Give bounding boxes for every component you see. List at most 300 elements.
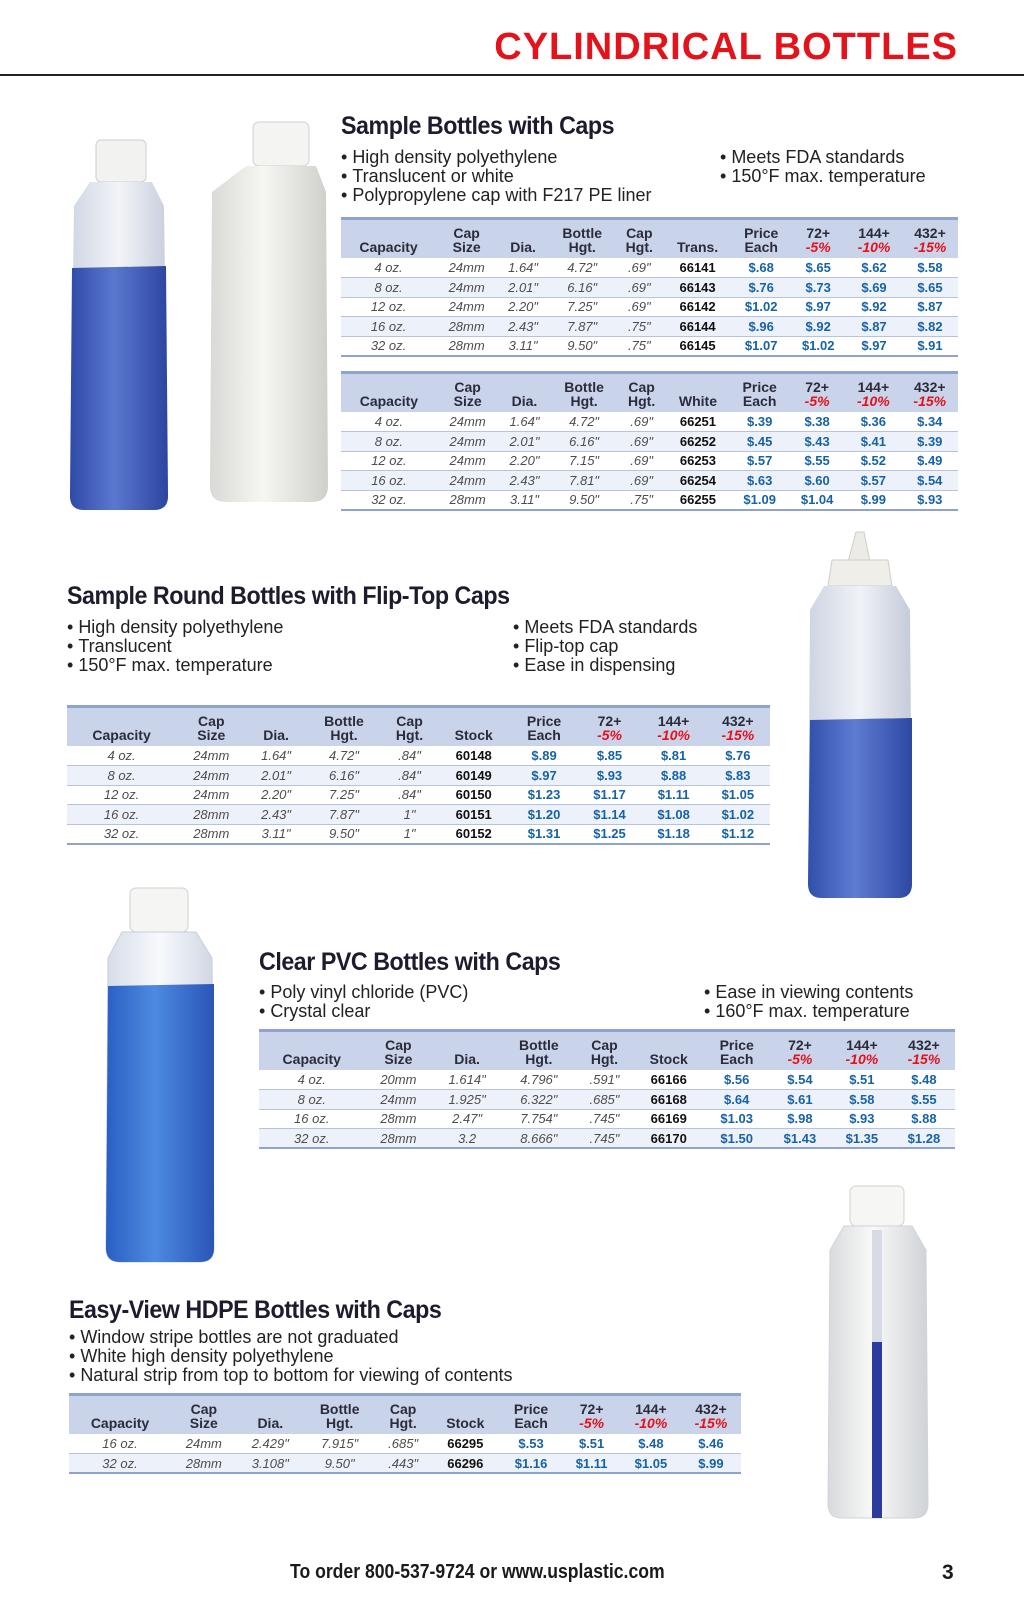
discount-label: -5% <box>787 1051 813 1067</box>
diameter-cell: 2.20" <box>246 785 305 805</box>
column-header-diameter <box>237 1395 304 1435</box>
easy-view-stripe-bottle-photo <box>816 1182 940 1522</box>
column-header-price-72 <box>578 707 642 747</box>
header-line-1: Cap <box>453 225 480 241</box>
header-line-2: Capacity <box>90 1415 150 1431</box>
header-line-1: Cap <box>626 225 653 241</box>
price-432-cell: $.54 <box>902 471 958 491</box>
cap-height-cell: .69" <box>616 297 664 317</box>
header-line-2: Each <box>527 727 561 743</box>
section-title-easy-view: Easy-View HDPE Bottles with Caps <box>69 1296 442 1324</box>
price-432-cell: $1.12 <box>706 824 770 844</box>
cap-size-cell: 28mm <box>171 1454 237 1474</box>
capacity-cell: 8 oz. <box>259 1090 364 1110</box>
price-72-cell: $.85 <box>578 746 642 766</box>
header-line-2: Size <box>453 393 482 409</box>
cap-size-cell: 28mm <box>436 336 497 356</box>
discount-label: -10% <box>857 239 891 255</box>
price-144-cell: $.87 <box>846 317 902 337</box>
column-header-cap-height <box>576 1031 633 1071</box>
header-line-2: Dia. <box>510 239 536 255</box>
price-72-cell: $.65 <box>790 258 846 278</box>
header-line-2: Dia. <box>257 1415 284 1431</box>
header-line-1: Bottle <box>519 1037 559 1053</box>
cap-height-cell: .84" <box>382 746 437 766</box>
price-72-cell: $.60 <box>789 471 845 491</box>
price-each-cell: $1.07 <box>732 336 790 356</box>
features-list-left <box>341 148 651 205</box>
diameter-cell: 1.614" <box>432 1070 502 1090</box>
footer-order-info: To order 800-537-9724 or www.usplastic.com <box>290 1561 665 1583</box>
header-line-2: Dia. <box>263 727 289 743</box>
stock-cell: 66170 <box>633 1129 704 1149</box>
price-144-cell: $.41 <box>845 432 901 452</box>
bottle-height-cell: 7.754" <box>502 1109 576 1129</box>
feature-item: • 150°F max. temperature <box>720 167 926 186</box>
header-line-2: Hgt. <box>525 1051 553 1067</box>
column-header-price-432 <box>902 219 958 259</box>
table-row <box>69 1434 741 1454</box>
price-144-cell: $.92 <box>846 297 902 317</box>
header-line-1: Cap <box>628 379 655 395</box>
header-line-1: Cap <box>389 1401 417 1417</box>
capacity-cell: 4 oz. <box>341 412 437 432</box>
cap-height-cell: .69" <box>616 278 664 298</box>
column-header-cap-height <box>618 373 666 413</box>
column-header-stock <box>663 219 732 259</box>
header-line-1: Cap <box>396 713 423 729</box>
column-header-cap-size <box>364 1031 432 1071</box>
bottle-height-cell: 7.25" <box>549 297 616 317</box>
price-each-cell: $1.09 <box>730 490 789 510</box>
column-header-price-72 <box>562 1395 621 1435</box>
price-144-cell: $.52 <box>845 451 901 471</box>
discount-label: -15% <box>721 727 755 743</box>
header-line-1: Price <box>526 713 562 729</box>
price-432-cell: $.55 <box>893 1090 955 1110</box>
feature-item: • Translucent <box>67 637 283 656</box>
column-header-bottle-height <box>549 219 616 259</box>
table-row <box>341 258 958 278</box>
column-header-price-72 <box>790 219 846 259</box>
price-72-cell: $1.11 <box>562 1454 621 1474</box>
spec-table-flip-top <box>67 705 770 845</box>
price-432-cell: $1.02 <box>706 805 770 825</box>
stock-cell: 60151 <box>437 805 511 825</box>
column-header-cap-height <box>375 1395 430 1435</box>
price-144-cell: $.58 <box>831 1090 893 1110</box>
price-432-cell: $.88 <box>893 1109 955 1129</box>
price-72-cell: $1.17 <box>578 785 642 805</box>
header-line-1: Cap <box>591 1037 618 1053</box>
translucent-and-white-bottles-photo <box>60 118 330 513</box>
header-line-2: Hgt. <box>625 239 653 255</box>
capacity-cell: 32 oz. <box>67 824 176 844</box>
capacity-cell: 16 oz. <box>259 1109 364 1129</box>
table-row <box>341 412 958 432</box>
diameter-cell: 2.01" <box>497 278 549 298</box>
header-line-2: Size <box>384 1051 413 1067</box>
price-432-cell: $.34 <box>902 412 958 432</box>
price-432-cell: $.76 <box>706 746 770 766</box>
price-72-cell: $.54 <box>769 1070 831 1090</box>
price-each-cell: $1.03 <box>704 1109 769 1129</box>
header-line-2: Capacity <box>92 727 151 743</box>
table-row <box>67 746 770 766</box>
price-432-cell: $.48 <box>893 1070 955 1090</box>
header-line-2: Dia. <box>511 393 538 409</box>
price-72-cell: $.61 <box>769 1090 831 1110</box>
stock-cell: 66169 <box>633 1109 704 1129</box>
price-each-cell: $.63 <box>730 471 789 491</box>
stock-cell: 66145 <box>663 336 732 356</box>
price-each-cell: $1.50 <box>704 1129 769 1149</box>
column-header-stock <box>666 373 731 413</box>
discount-label: -5% <box>805 239 831 255</box>
table-header-row <box>259 1031 955 1071</box>
header-line-1: Cap <box>385 1037 412 1053</box>
column-header-bottle-height <box>306 707 382 747</box>
header-line-2: Stock <box>649 1051 688 1067</box>
price-432-cell: $.65 <box>902 278 958 298</box>
bottle-height-cell: 7.15" <box>551 451 618 471</box>
price-432-cell: $.93 <box>902 490 958 510</box>
bottle-height-cell: 7.915" <box>304 1434 375 1454</box>
column-header-price-432 <box>902 373 958 413</box>
price-72-cell: $.43 <box>789 432 845 452</box>
table-row <box>341 451 958 471</box>
spec-table-clear-pvc <box>259 1029 955 1149</box>
header-line-1: Cap <box>190 1401 218 1417</box>
cap-size-cell: 24mm <box>176 766 246 786</box>
price-144-cell: $.69 <box>846 278 902 298</box>
table-row <box>259 1090 955 1110</box>
feature-item: • Natural strip from top to bottom for viewing of contents <box>69 1366 513 1385</box>
discount-label: -15% <box>913 393 947 409</box>
column-header-price-72 <box>769 1031 831 1071</box>
header-line-2: Hgt. <box>389 1415 417 1431</box>
table-row <box>259 1109 955 1129</box>
price-144-cell: $.93 <box>831 1109 893 1129</box>
price-72-cell: $.73 <box>790 278 846 298</box>
header-line-1: Bottle <box>564 379 604 395</box>
price-144-cell: $.57 <box>845 471 901 491</box>
price-144-cell: $.36 <box>845 412 901 432</box>
column-header-price-72 <box>789 373 845 413</box>
table-row <box>67 805 770 825</box>
column-header-stock <box>431 1395 500 1435</box>
bottle-height-cell: 6.16" <box>549 278 616 298</box>
cap-size-cell: 24mm <box>364 1090 432 1110</box>
cap-size-cell: 24mm <box>437 432 499 452</box>
price-432-cell: $.58 <box>902 258 958 278</box>
header-line-2: Capacity <box>359 393 419 409</box>
table-row <box>67 785 770 805</box>
capacity-cell: 8 oz. <box>67 766 176 786</box>
column-header-bottle-height <box>551 373 618 413</box>
header-line-1: Cap <box>198 713 225 729</box>
diameter-cell: 3.108" <box>237 1454 304 1474</box>
stock-cell: 66143 <box>663 278 732 298</box>
discount-label: -10% <box>657 727 690 743</box>
header-line-2: Hgt. <box>395 727 424 743</box>
stock-cell: 66253 <box>666 451 731 471</box>
cap-size-cell: 24mm <box>436 278 497 298</box>
spec-table-white <box>341 371 958 511</box>
table-row <box>341 317 958 337</box>
cap-size-cell: 24mm <box>176 785 246 805</box>
price-144-cell: $1.08 <box>642 805 706 825</box>
column-header-price-432 <box>893 1031 955 1071</box>
header-line-2: Each <box>719 1051 754 1067</box>
capacity-cell: 32 oz. <box>259 1129 364 1149</box>
spec-table-easy-view <box>69 1393 741 1474</box>
price-72-cell: $1.02 <box>790 336 846 356</box>
capacity-cell: 8 oz. <box>341 278 436 298</box>
discount-label: -15% <box>694 1415 728 1431</box>
column-header-price-144 <box>846 219 902 259</box>
cap-height-cell: .69" <box>618 451 666 471</box>
header-line-2: Hgt. <box>330 727 358 743</box>
diameter-cell: 2.01" <box>498 432 550 452</box>
page-number: 3 <box>942 1561 954 1584</box>
stock-cell: 66252 <box>666 432 731 452</box>
stock-cell: 66141 <box>663 258 732 278</box>
capacity-cell: 32 oz. <box>341 490 437 510</box>
table-row <box>341 490 958 510</box>
column-header-capacity <box>341 373 437 413</box>
table-header-row <box>67 707 770 747</box>
price-432-cell: $.83 <box>706 766 770 786</box>
table-header-row <box>341 219 958 259</box>
diameter-cell: 3.11" <box>497 336 549 356</box>
price-432-cell: $.39 <box>902 432 958 452</box>
price-144-cell: $.62 <box>846 258 902 278</box>
header-line-2: Each <box>742 393 777 409</box>
capacity-cell: 8 oz. <box>341 432 437 452</box>
price-72-cell: $1.25 <box>578 824 642 844</box>
price-each-cell: $.56 <box>704 1070 769 1090</box>
cap-height-cell: .69" <box>618 432 666 452</box>
header-line-2: White <box>678 393 717 409</box>
feature-item: • Polypropylene cap with F217 PE liner <box>341 186 651 205</box>
header-line-1: 144+ <box>657 713 690 729</box>
diameter-cell: 1.925" <box>432 1090 502 1110</box>
header-line-2: Each <box>514 1415 548 1431</box>
price-432-cell: $.49 <box>902 451 958 471</box>
features-list-right <box>720 148 926 186</box>
price-72-cell: $.38 <box>789 412 845 432</box>
price-432-cell: $1.28 <box>893 1129 955 1149</box>
table-row <box>67 824 770 844</box>
capacity-cell: 12 oz. <box>341 451 437 471</box>
header-line-1: 72+ <box>788 1037 812 1053</box>
header-line-2: Hgt. <box>326 1415 354 1431</box>
cap-height-cell: .69" <box>618 412 666 432</box>
header-line-2: Hgt. <box>628 393 656 409</box>
header-line-2: Hgt. <box>568 239 596 255</box>
diameter-cell: 1.64" <box>246 746 305 766</box>
column-header-price-144 <box>831 1031 893 1071</box>
price-each-cell: $1.16 <box>500 1454 563 1474</box>
diameter-cell: 2.01" <box>246 766 305 786</box>
features-list-left <box>259 983 468 1021</box>
capacity-cell: 4 oz. <box>341 258 436 278</box>
header-line-1: 144+ <box>857 379 890 395</box>
cap-size-cell: 28mm <box>364 1109 432 1129</box>
column-header-cap-size <box>437 373 499 413</box>
cap-height-cell: .443" <box>375 1454 430 1474</box>
header-line-1: Price <box>513 1401 549 1417</box>
header-line-1: 144+ <box>635 1401 667 1417</box>
diameter-cell: 2.20" <box>498 451 550 471</box>
table-row <box>341 432 958 452</box>
price-each-cell: $.53 <box>500 1434 563 1454</box>
column-header-price-144 <box>621 1395 681 1435</box>
stock-cell: 66166 <box>633 1070 704 1090</box>
price-144-cell: $.81 <box>642 746 706 766</box>
page-title: CYLINDRICAL BOTTLES <box>494 26 958 68</box>
feature-item: • Poly vinyl chloride (PVC) <box>259 983 468 1002</box>
cap-size-cell: 28mm <box>437 490 499 510</box>
feature-item: • Ease in dispensing <box>513 656 697 675</box>
capacity-cell: 16 oz. <box>341 317 436 337</box>
discount-label: -10% <box>634 1415 668 1431</box>
diameter-cell: 2.43" <box>497 317 549 337</box>
discount-label: -5% <box>597 727 622 743</box>
column-header-bottle-height <box>502 1031 576 1071</box>
cap-size-cell: 24mm <box>176 746 246 766</box>
bottle-height-cell: 7.87" <box>549 317 616 337</box>
cap-height-cell: .69" <box>616 258 664 278</box>
feature-item: • High density polyethylene <box>341 148 651 167</box>
header-line-2: Stock <box>446 1415 485 1431</box>
price-72-cell: $.55 <box>789 451 845 471</box>
header-line-1: Cap <box>454 379 481 395</box>
price-432-cell: $.99 <box>681 1454 741 1474</box>
header-line-2: Stock <box>454 727 493 743</box>
cap-height-cell: .745" <box>576 1109 633 1129</box>
bottle-height-cell: 4.796" <box>502 1070 576 1090</box>
price-144-cell: $.88 <box>642 766 706 786</box>
cap-height-cell: .685" <box>576 1090 633 1110</box>
clear-pvc-bottle-photo <box>92 886 228 1266</box>
discount-label: -10% <box>857 393 890 409</box>
header-line-1: 72+ <box>579 1401 604 1417</box>
price-432-cell: $.87 <box>902 297 958 317</box>
column-header-cap-size <box>176 707 246 747</box>
capacity-cell: 12 oz. <box>67 785 176 805</box>
header-line-1: 432+ <box>914 225 946 241</box>
column-header-capacity <box>69 1395 171 1435</box>
stock-cell: 66295 <box>431 1434 500 1454</box>
price-72-cell: $1.43 <box>769 1129 831 1149</box>
diameter-cell: 3.11" <box>498 490 550 510</box>
capacity-cell: 32 oz. <box>69 1454 171 1474</box>
price-144-cell: $1.35 <box>831 1129 893 1149</box>
price-72-cell: $.97 <box>790 297 846 317</box>
column-header-price-each <box>730 373 789 413</box>
cap-height-cell: .75" <box>618 490 666 510</box>
header-line-1: Price <box>742 379 777 395</box>
stock-cell: 66168 <box>633 1090 704 1110</box>
bottle-height-cell: 9.50" <box>549 336 616 356</box>
header-line-1: 432+ <box>908 1037 940 1053</box>
column-header-cap-size <box>436 219 497 259</box>
header-line-1: 72+ <box>597 713 622 729</box>
section-title-flip-top: Sample Round Bottles with Flip-Top Caps <box>67 582 510 610</box>
header-line-1: Price <box>744 225 779 241</box>
bottle-height-cell: 7.81" <box>551 471 618 491</box>
header-line-2: Trans. <box>676 239 719 255</box>
table-row <box>69 1454 741 1474</box>
column-header-price-each <box>732 219 790 259</box>
capacity-cell: 4 oz. <box>259 1070 364 1090</box>
column-header-diameter <box>432 1031 502 1071</box>
cap-height-cell: .69" <box>618 471 666 491</box>
bottle-height-cell: 6.16" <box>551 432 618 452</box>
price-each-cell: $.64 <box>704 1090 769 1110</box>
price-72-cell: $.93 <box>578 766 642 786</box>
stock-cell: 60150 <box>437 785 511 805</box>
price-each-cell: $1.20 <box>511 805 578 825</box>
features-list-left <box>69 1328 513 1385</box>
bottle-height-cell: 8.666" <box>502 1129 576 1149</box>
stock-cell: 66142 <box>663 297 732 317</box>
header-line-2: Capacity <box>359 239 418 255</box>
stock-cell: 66254 <box>666 471 731 491</box>
page-header <box>0 0 1024 76</box>
column-header-price-432 <box>706 707 770 747</box>
table-header-row <box>341 373 958 413</box>
bottle-height-cell: 6.322" <box>502 1090 576 1110</box>
header-line-2: Size <box>452 239 481 255</box>
price-each-cell: $.97 <box>511 766 578 786</box>
discount-label: -15% <box>907 1051 941 1067</box>
price-each-cell: $.96 <box>732 317 790 337</box>
price-432-cell: $.46 <box>681 1434 741 1454</box>
price-72-cell: $1.04 <box>789 490 845 510</box>
section-title-sample-bottles: Sample Bottles with Caps <box>341 112 615 140</box>
table-row <box>67 766 770 786</box>
column-header-stock <box>437 707 511 747</box>
column-header-diameter <box>246 707 305 747</box>
bottle-height-cell: 6.16" <box>306 766 382 786</box>
feature-item: • Window stripe bottles are not graduated <box>69 1328 513 1347</box>
cap-size-cell: 24mm <box>437 412 499 432</box>
header-line-1: 72+ <box>806 225 831 241</box>
stock-cell: 60149 <box>437 766 511 786</box>
price-72-cell: $.92 <box>790 317 846 337</box>
header-line-1: 144+ <box>846 1037 878 1053</box>
diameter-cell: 2.43" <box>246 805 305 825</box>
column-header-diameter <box>497 219 549 259</box>
table-row <box>341 336 958 356</box>
feature-item: • White high density polyethylene <box>69 1347 513 1366</box>
price-144-cell: $1.05 <box>621 1454 681 1474</box>
cap-height-cell: .591" <box>576 1070 633 1090</box>
bottle-height-cell: 7.87" <box>306 805 382 825</box>
diameter-cell: 2.20" <box>497 297 549 317</box>
table-row <box>341 278 958 298</box>
cap-height-cell: .84" <box>382 766 437 786</box>
header-line-1: 72+ <box>805 379 829 395</box>
header-line-1: 432+ <box>914 379 946 395</box>
spec-table-translucent <box>341 217 958 357</box>
features-list-right <box>513 618 697 675</box>
cap-height-cell: .75" <box>616 317 664 337</box>
header-line-2: Size <box>189 1415 218 1431</box>
